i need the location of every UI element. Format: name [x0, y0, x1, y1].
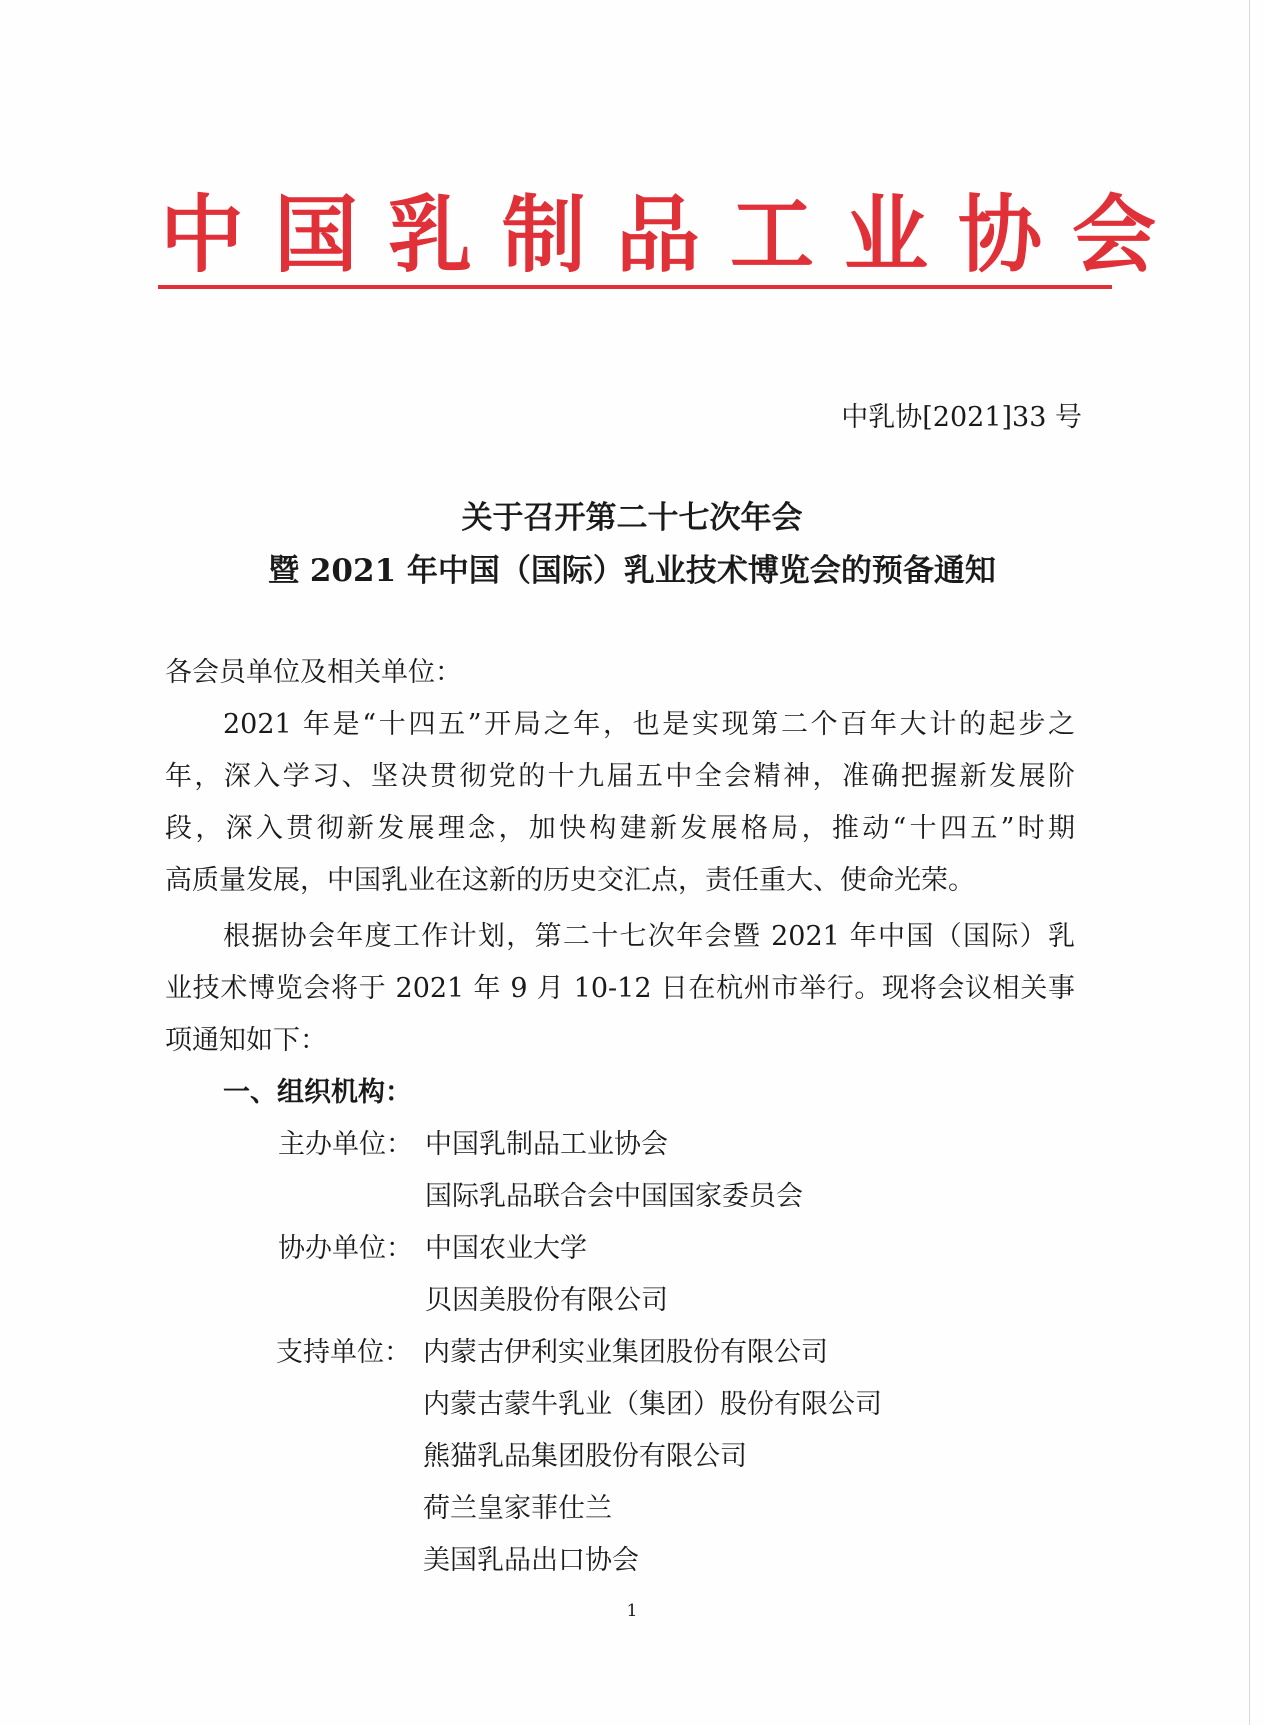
- letterhead-organization: 中国乳制品工业协会: [160, 186, 1187, 284]
- document-title-line-2: 暨 2021 年中国（国际）乳业技术博览会的预备通知: [268, 553, 996, 589]
- paragraph-2-line-3: 项通知如下：: [165, 1025, 327, 1056]
- supporter-item: 内蒙古蒙牛乳业（集团）股份有限公司: [423, 1389, 882, 1420]
- supporter-item: 荷兰皇家菲仕兰: [423, 1493, 612, 1524]
- paragraph-1-line-3: 段，深入贯彻新发展理念，加快构建新发展格局，推动“十四五”时期: [165, 813, 1075, 844]
- section-1-heading: 一、组织机构：: [223, 1077, 412, 1108]
- organizers-label: 主办单位：: [278, 1129, 413, 1160]
- organizer-item: 国际乳品联合会中国国家委员会: [425, 1181, 803, 1212]
- letterhead-red-rule: [158, 285, 1112, 289]
- co-organizer-item: 贝因美股份有限公司: [425, 1285, 668, 1316]
- scan-edge-line: [1249, 0, 1250, 1725]
- paragraph-1-line-1: 2021 年是“十四五”开局之年，也是实现第二个百年大计的起步之: [223, 709, 1075, 740]
- document-title-line-1: 关于召开第二十七次年会: [461, 500, 803, 536]
- co-organizers-label: 协办单位：: [278, 1233, 413, 1264]
- supporter-item: 熊猫乳品集团股份有限公司: [423, 1441, 747, 1472]
- paragraph-2-line-2: 业技术博览会将于 2021 年 9 月 10-12 日在杭州市举行。现将会议相关事: [165, 973, 1075, 1004]
- organizer-item: 中国乳制品工业协会: [425, 1129, 668, 1160]
- paragraph-1-line-2: 年，深入学习、坚决贯彻党的十九届五中全会精神，准确把握新发展阶: [165, 761, 1075, 792]
- supporter-item: 美国乳品出口协会: [423, 1545, 639, 1576]
- paragraph-1-line-4: 高质量发展，中国乳业在这新的历史交汇点，责任重大、使命光荣。: [165, 865, 975, 896]
- salutation: 各会员单位及相关单位：: [165, 657, 462, 688]
- document-number: 中乳协[2021]33 号: [841, 402, 1082, 433]
- page-number: 1: [626, 1601, 638, 1621]
- co-organizer-item: 中国农业大学: [425, 1233, 587, 1264]
- supporters-label: 支持单位：: [276, 1337, 411, 1368]
- paragraph-2-line-1: 根据协会年度工作计划，第二十七次年会暨 2021 年中国（国际）乳: [223, 921, 1075, 952]
- supporter-item: 内蒙古伊利实业集团股份有限公司: [423, 1337, 828, 1368]
